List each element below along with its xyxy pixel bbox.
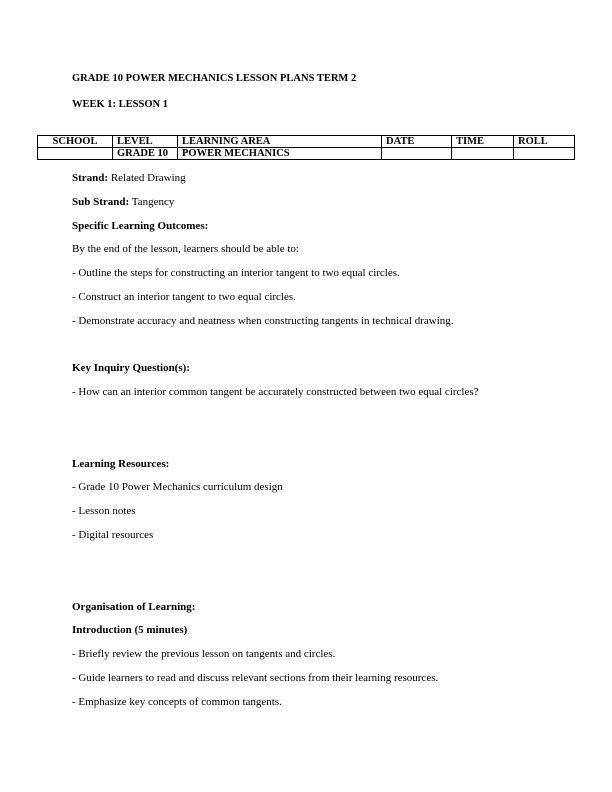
sub-strand-label: Sub Strand: [72,196,130,208]
list-item: - Briefly review the previous lesson on tangents and circles. [72,648,336,660]
table-header-row [38,136,575,148]
sub-strand-value: Tangency [131,196,175,208]
header-learning-area: LEARNING AREA [178,136,382,148]
list-item: - Outline the steps for constructing an interior tangent to two equal circles. [72,267,400,279]
cell-date [382,148,452,160]
list-item: - Demonstrate accuracy and neatness when constructing tangents in technical drawing. [72,315,454,327]
list-item: - Guide learners to read and discuss relevant sections from their learning resources. [72,672,439,684]
list-item: - Construct an interior tangent to two equal circles. [72,291,296,303]
lesson-info-table [37,135,575,160]
cell-time [452,148,514,160]
strand-line [72,172,186,185]
list-item: - How can an interior common tangent be accurately constructed between two equal circles? [72,386,479,398]
header-level: LEVEL [113,136,178,148]
cell-learning-area: POWER MECHANICS [178,148,382,160]
list-item: - Grade 10 Power Mechanics curriculum design [72,481,283,493]
introduction-heading: Introduction (5 minutes) [72,624,188,636]
resources-heading: Learning Resources: [72,458,170,470]
table-row [38,148,575,160]
organisation-heading: Organisation of Learning: [72,601,196,613]
strand-label: Strand: [72,172,109,184]
header-school: SCHOOL [38,136,113,148]
outcomes-intro: By the end of the lesson, learners should be able to: [72,243,299,255]
strand-value: Related Drawing [110,172,186,184]
header-time: TIME [452,136,514,148]
inquiry-heading: Key Inquiry Question(s): [72,362,190,374]
cell-roll [514,148,575,160]
sub-strand-line [72,196,174,209]
cell-level: GRADE 10 [113,148,178,160]
cell-school [38,148,113,160]
lesson-week: WEEK 1: LESSON 1 [72,99,168,110]
header-date: DATE [382,136,452,148]
header-roll: ROLL [514,136,575,148]
list-item: - Lesson notes [72,505,136,517]
list-item: - Digital resources [72,529,154,541]
page-title: GRADE 10 POWER MECHANICS LESSON PLANS TERM 2 [72,73,357,84]
outcomes-heading: Specific Learning Outcomes: [72,220,209,232]
list-item: - Emphasize key concepts of common tangents. [72,696,282,708]
